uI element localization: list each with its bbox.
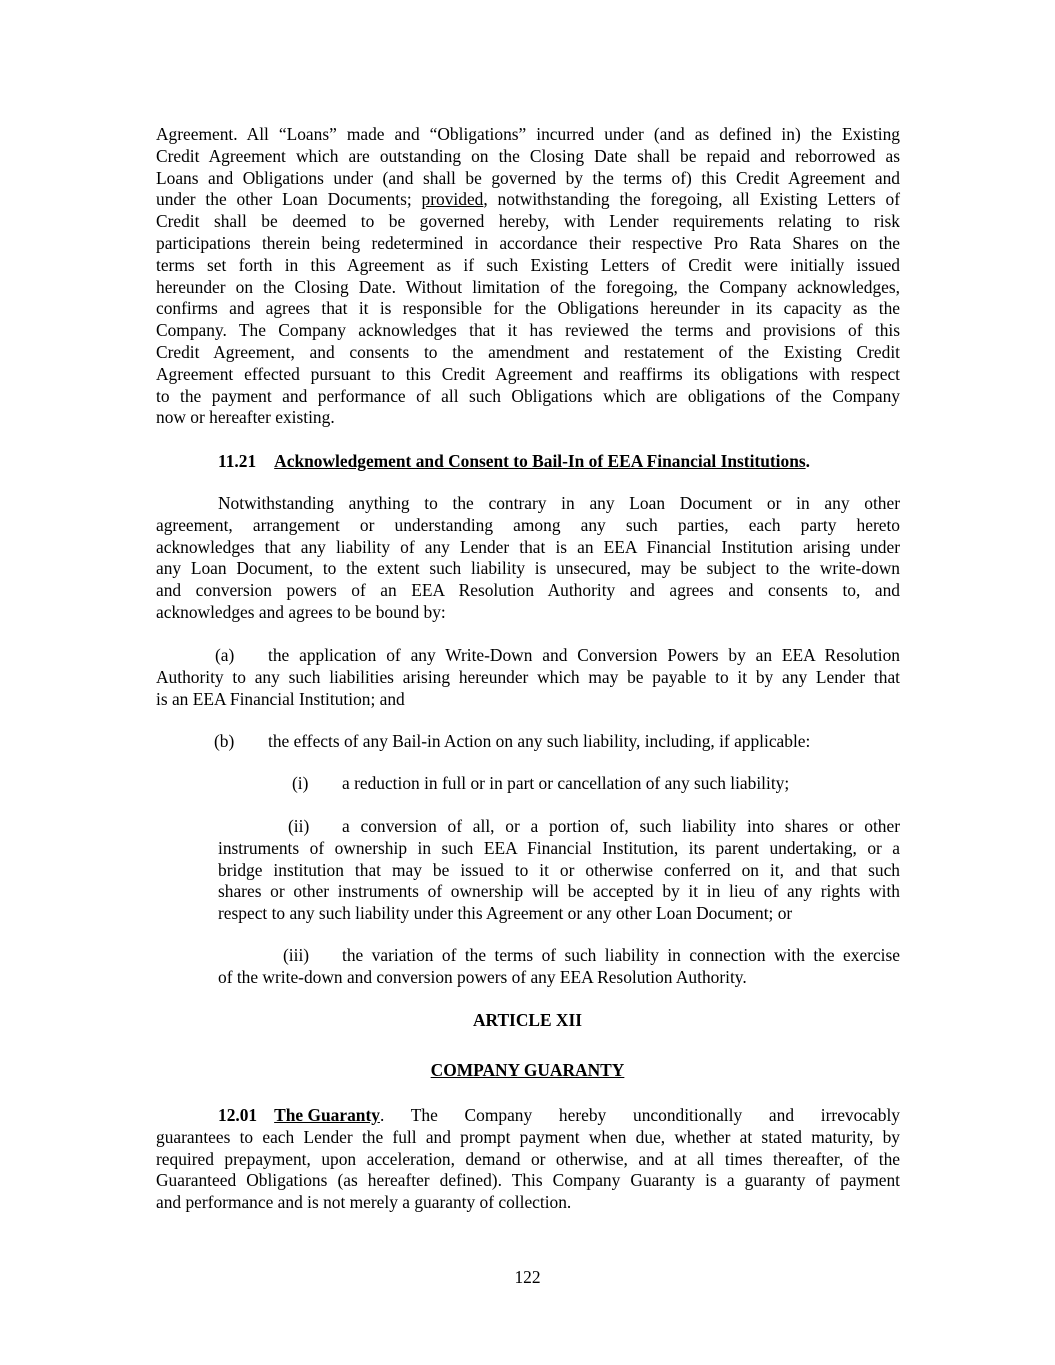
- clause-body: [156, 667, 900, 711]
- text-line: participations therein being redetermined in accordance their respective Pro Rata Shares on the: [156, 232, 900, 253]
- text-line: Company. The Company acknowledges that it has reviewed the terms and provisions of this: [156, 320, 900, 341]
- text-line: and conversion powers of an EEA Resolution Authority and agrees and consents to, and: [156, 580, 900, 601]
- text-segment: , notwithstanding the foregoing, all Existing Letters of: [483, 189, 900, 210]
- text-line: a conversion of all, or a portion of, such liability into shares or other: [342, 816, 900, 836]
- text-line: instruments of ownership in such EEA Financial Institution, its parent undertaking, or a: [218, 837, 900, 858]
- section-12-01: [156, 1105, 900, 1214]
- clause-label: (b): [214, 731, 235, 751]
- text-line: Credit Agreement which are outstanding on the Closing Date shall be repaid and reborrowed as: [156, 145, 900, 166]
- text-line: Credit Agreement, and consents to the amendment and restatement of the Existing Credit: [156, 341, 900, 362]
- clause-label: (iii): [283, 945, 310, 965]
- clause-label: (i): [292, 773, 309, 793]
- text-line: Credit shall be deemed to be governed hereby, with Lender requirements relating to risk: [156, 211, 900, 232]
- clause-iii: [218, 945, 900, 989]
- text-line: guarantees to each Lender the full and prompt payment when due, whether at stated maturity, by: [156, 1126, 900, 1147]
- text-line: of the write-down and conversion powers of any EEA Resolution Authority.: [218, 966, 747, 987]
- section-title: Acknowledgement and Consent to Bail-In of EEA Financial Institutions: [274, 451, 806, 471]
- text-line: now or hereafter existing.: [156, 407, 335, 428]
- text-line: Loans and Obligations under (and shall be governed by the terms of) this Credit Agreement and: [156, 167, 900, 188]
- section-heading-11-21: [218, 451, 918, 473]
- text-line: the application of any Write-Down and Conversion Powers by an EEA Resolution: [268, 645, 900, 665]
- text-line: is an EEA Financial Institution; and: [156, 688, 405, 709]
- text-line: hereunder on the Closing Date. Without limitation of the foregoing, the Company acknowledges,: [156, 276, 900, 297]
- section-number: 11.21: [218, 451, 257, 471]
- clause-b: [214, 731, 900, 753]
- section-title-period: .: [805, 451, 810, 471]
- text-line: acknowledges that any liability of any Lender that is an EEA Financial Institution arising under: [156, 536, 900, 557]
- section-body: [156, 1127, 900, 1214]
- paragraph-bail-in-acknowledgement: [156, 493, 900, 624]
- underlined-term: provided: [421, 189, 484, 210]
- text-line: terms set forth in this Agreement as if such Existing Letters of Credit were initially issued: [156, 254, 900, 275]
- text-line: agreement, arrangement or understanding among any such parties, each party hereto: [156, 514, 900, 535]
- clause-label: (a): [215, 645, 235, 665]
- text-line: bridge institution that may be issued to it or otherwise conferred on it, and that such: [218, 859, 900, 880]
- text-line: a reduction in full or in part or cancellation of any such liability;: [342, 773, 790, 793]
- text-line: shares or other instruments of ownership will be accepted by it in lieu of any rights with: [218, 881, 900, 902]
- text-line: confirms and agrees that it is responsible for the Obligations hereunder in its capacity as the: [156, 298, 900, 319]
- text-line: Guaranteed Obligations (as hereafter defined). This Company Guaranty is a guaranty of payment: [156, 1170, 900, 1191]
- text-line: [156, 189, 900, 211]
- section-number: 12.01: [218, 1105, 258, 1125]
- text-line: Authority to any such liabilities arising hereunder which may be payable to it by any Lender that: [156, 666, 900, 687]
- clause-body: [218, 967, 900, 989]
- text-line: any Loan Document, to the extent such liability is unsecured, may be subject to the write-down: [156, 558, 900, 579]
- clause-a: [156, 645, 900, 710]
- paragraph-body: [156, 515, 900, 624]
- clause-body: [218, 838, 900, 925]
- text-line: the variation of the terms of such liability in connection with the exercise: [342, 945, 900, 965]
- text-segment: under the other Loan Documents;: [156, 189, 422, 210]
- text-line: respect to any such liability under this Agreement or any other Loan Document; or: [218, 903, 793, 924]
- text-line: acknowledges and agrees to be bound by:: [156, 601, 446, 622]
- text-line: and performance and is not merely a guaranty of collection.: [156, 1192, 572, 1213]
- text-line: to the payment and performance of all such Obligations which are obligations of the Company: [156, 385, 900, 406]
- text-line: the effects of any Bail-in Action on any such liability, including, if applicable:: [268, 731, 811, 751]
- page-number: 122: [514, 1267, 541, 1287]
- article-title: COMPANY GUARANTY: [430, 1060, 625, 1080]
- text-line: . The Company hereby unconditionally and irrevocably: [379, 1105, 900, 1125]
- clause-ii: [218, 816, 900, 925]
- text-line: Agreement effected pursuant to this Credit Agreement and reaffirms its obligations with respect: [156, 363, 900, 384]
- article-number: ARTICLE XII: [472, 1010, 583, 1030]
- clause-label: (ii): [288, 816, 310, 836]
- text-line: Agreement. All “Loans” made and “Obligations” incurred under (and as defined in) the Existing: [156, 124, 900, 144]
- text-line: Notwithstanding anything to the contrary in any Loan Document or in any other: [218, 493, 900, 513]
- clause-i: [292, 773, 900, 795]
- paragraph-existing-agreement: [156, 124, 900, 429]
- section-title: The Guaranty: [274, 1105, 380, 1125]
- text-line: required prepayment, upon acceleration, demand or otherwise, and at all times thereafter, of the: [156, 1148, 900, 1169]
